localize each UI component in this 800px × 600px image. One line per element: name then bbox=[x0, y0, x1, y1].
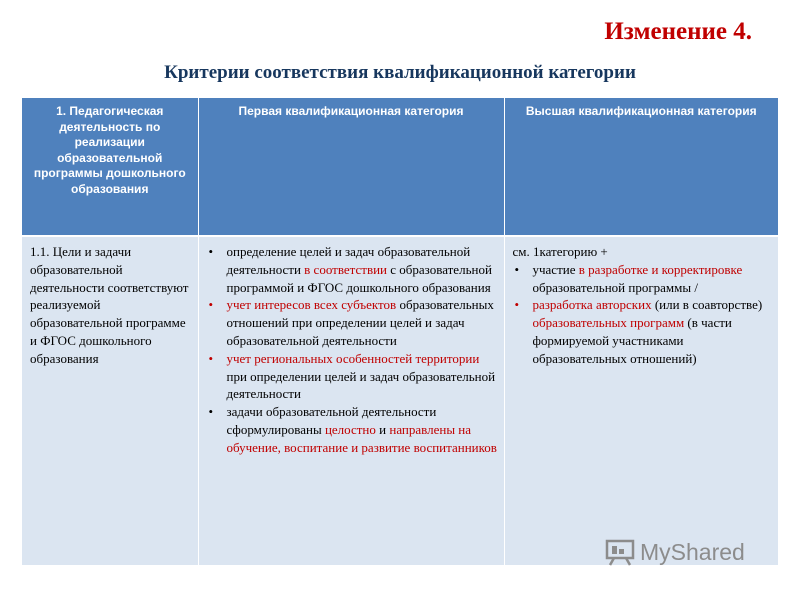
highlight-text: в разработке и корректировке bbox=[578, 261, 743, 277]
list-item: • определение целей и задач образовательной деятельности в соответствии с образовательной программой и ФГОС дошкольного образования bbox=[227, 243, 498, 296]
slide-heading: Изменение 4. bbox=[604, 18, 752, 45]
presentation-board-icon bbox=[604, 538, 636, 566]
table-header-row bbox=[22, 98, 778, 236]
header-activity: 1. Педагогическая деятельность по реализации образовательной программы дошкольного образования bbox=[22, 98, 198, 236]
cell-highest-category bbox=[504, 236, 778, 565]
slide-title: Критерии соответствия квалификационной категории bbox=[164, 62, 636, 83]
list-item: • участие в разработке и корректировке образовательной программы / bbox=[533, 261, 773, 297]
header-first-category: Первая квалификационная категория bbox=[198, 98, 504, 236]
watermark-text: MyShared bbox=[640, 538, 745, 565]
highlight-text: в соответствии bbox=[304, 261, 388, 277]
highlight-text: целостно bbox=[324, 421, 376, 437]
highlight-text: разработка авторских bbox=[532, 297, 652, 313]
list-item: • задачи образовательной деятельности сформулированы целостно и направлены на обучение, воспитание и развитие воспитанников bbox=[227, 403, 498, 456]
cell-first-category bbox=[198, 236, 504, 565]
list-item: • учет региональных особенностей территории при определении целей и задач образовательной деятельности bbox=[227, 350, 498, 403]
list-item: • разработка авторских (или в соавторстве) образовательных программ (в части формируемой участниками образовательных отношений) bbox=[533, 296, 773, 367]
watermark bbox=[604, 538, 745, 566]
reference-note: см. 1категорию + bbox=[512, 244, 608, 259]
highlight-text: учет интересов всех субъектов bbox=[226, 297, 397, 313]
highlight-text: образовательных программ bbox=[532, 315, 685, 331]
highlight-text: учет региональных особенностей территории bbox=[226, 350, 480, 366]
first-category-list bbox=[207, 243, 498, 457]
list-item: • учет интересов всех субъектов образовательных отношений при определении целей и задач образовательной деятельности bbox=[227, 296, 498, 349]
table-row bbox=[22, 236, 778, 565]
highest-category-list bbox=[513, 261, 773, 368]
criteria-table bbox=[22, 98, 778, 565]
cell-criterion: 1.1. Цели и задачи образовательной деятельности соответствуют реализуемой образовательной программе и ФГОС дошкольного образования bbox=[22, 236, 198, 565]
highlight-text: направлены на обучение, воспитание и развитие воспитанников bbox=[226, 421, 497, 455]
header-highest-category: Высшая квалификационная категория bbox=[504, 98, 778, 236]
